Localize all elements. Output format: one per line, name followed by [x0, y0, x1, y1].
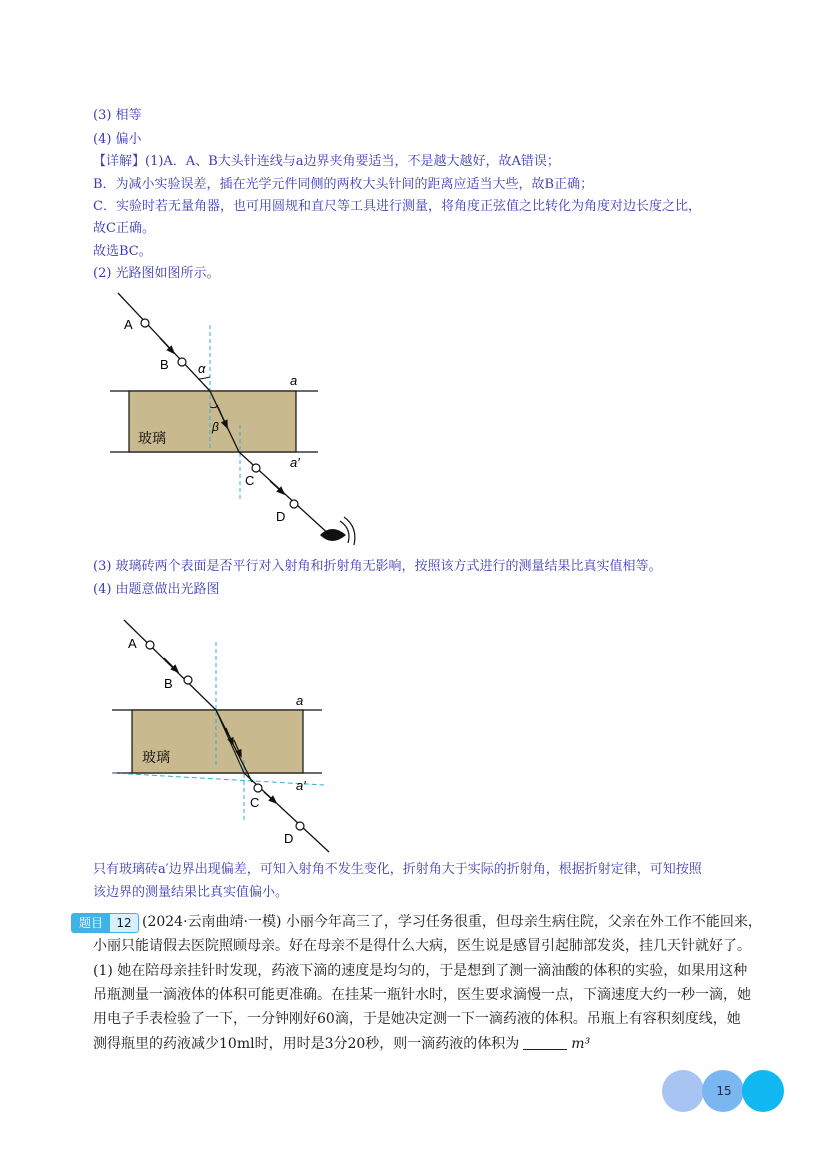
explanation-line: (2) 光路图如图所示。: [93, 266, 220, 281]
label-edge-a-prime: a′: [296, 778, 306, 793]
label-a: A: [128, 636, 137, 651]
emergent-arrow: [270, 481, 282, 492]
light-path-diagram-1: [100, 285, 380, 555]
label-glass: 玻璃: [142, 749, 170, 765]
label-b: B: [164, 676, 173, 691]
question-line: 小丽只能请假去医院照顾母亲。好在母亲不是得什么大病，医生说是感冒引起肺部发炎，挂几天针就好了。: [93, 938, 751, 954]
label-alpha: α: [198, 361, 206, 376]
page-number-badge: [662, 1069, 784, 1113]
question-line-with-blank: [93, 1034, 590, 1054]
pin-c: [254, 784, 262, 792]
explanation-line: (4) 由题意做出光路图: [93, 582, 220, 597]
explanation-line: 故C正确。: [93, 221, 155, 236]
label-d: D: [284, 831, 294, 846]
light-path-diagram-2: [104, 610, 344, 860]
label-d: D: [276, 509, 286, 524]
question-tag-label: 题目: [72, 914, 110, 932]
label-glass: 玻璃: [138, 430, 166, 446]
decor-circle: [662, 1070, 704, 1112]
incident-arrow: [160, 338, 172, 351]
explanation-line: 故选BC。: [93, 244, 152, 259]
pin-d: [290, 500, 298, 508]
unit-label: m³: [571, 1036, 591, 1052]
eye-icon: [320, 517, 355, 545]
question-text: 测得瓶里的药液减少10ml时，用时是3分20秒，则一滴药液的体积为: [93, 1036, 520, 1052]
question-number: 12: [116, 916, 132, 930]
pin-a: [146, 641, 154, 649]
pin-d: [296, 822, 304, 830]
question-line: (1) 她在陪母亲挂针时发现，药液下滴的速度是均匀的，于是想到了测一滴油酸的体积的实验，如果用这种: [93, 963, 748, 979]
label-c: C: [250, 795, 260, 810]
label-b: B: [160, 357, 169, 372]
label-edge-a: a: [290, 373, 298, 388]
explanation-line: 【详解】(1)A．A、B大头针连线与a边界夹角要适当，不是越大越好，故A错误；: [93, 154, 560, 169]
label-a: A: [124, 317, 133, 332]
angle-alpha-arc: [198, 377, 210, 379]
question-tag: [71, 913, 139, 933]
decor-circle: [742, 1070, 784, 1112]
label-beta: β: [212, 420, 219, 434]
emergent-arrow: [264, 792, 274, 801]
explanation-line: 只有玻璃砖a′边界出现偏差，可知入射角不发生变化，折射角大于实际的折射角，根据折射定律，可知按照: [93, 862, 702, 877]
deviated-boundary-line: [112, 773, 324, 785]
explanation-line: (3) 玻璃砖两个表面是否平行对入射角和折射角无影响，按照该方式进行的测量结果比真实值相等。: [93, 559, 662, 574]
incident-ray: [124, 620, 216, 710]
label-edge-a: a: [296, 693, 304, 708]
pin-b: [178, 358, 186, 366]
label-c: C: [245, 473, 255, 488]
answer-item-3: (3) 相等: [93, 108, 142, 123]
page-number: 15: [716, 1084, 732, 1098]
pin-b: [184, 676, 192, 684]
answer-item-4: (4) 偏小: [93, 132, 142, 147]
explanation-line: C．实验时若无量角器，也可用圆规和直尺等工具进行测量，将角度正弦值之比转化为角度对边长度之比，: [93, 199, 701, 214]
question-line: 用电子手表检验了一下，一分钟刚好60滴，于是她决定测一下一滴药液的体积。吊瓶上有容积刻度线，她: [93, 1011, 741, 1027]
question-line: 吊瓶测量一滴液体的体积可能更准确。在挂某一瓶针水时，医生要求滴慢一点，下滴速度大约一秒一滴，她: [93, 987, 751, 1003]
incident-arrow: [164, 658, 176, 670]
question-line: (2024·云南曲靖·一模) 小丽今年高三了，学习任务很重，但母亲生病住院，父亲在外工作不能回来，: [142, 914, 762, 930]
answer-blank[interactable]: [523, 1035, 567, 1050]
explanation-line: B．为减小实验误差，插在光学元件同侧的两枚大头针间的距离应适当大些，故B正确；: [93, 177, 594, 192]
explanation-line: 该边界的测量结果比真实值偏小。: [93, 885, 289, 900]
pin-a: [141, 319, 149, 327]
pin-c: [252, 464, 260, 472]
label-edge-a-prime: a′: [290, 455, 300, 470]
